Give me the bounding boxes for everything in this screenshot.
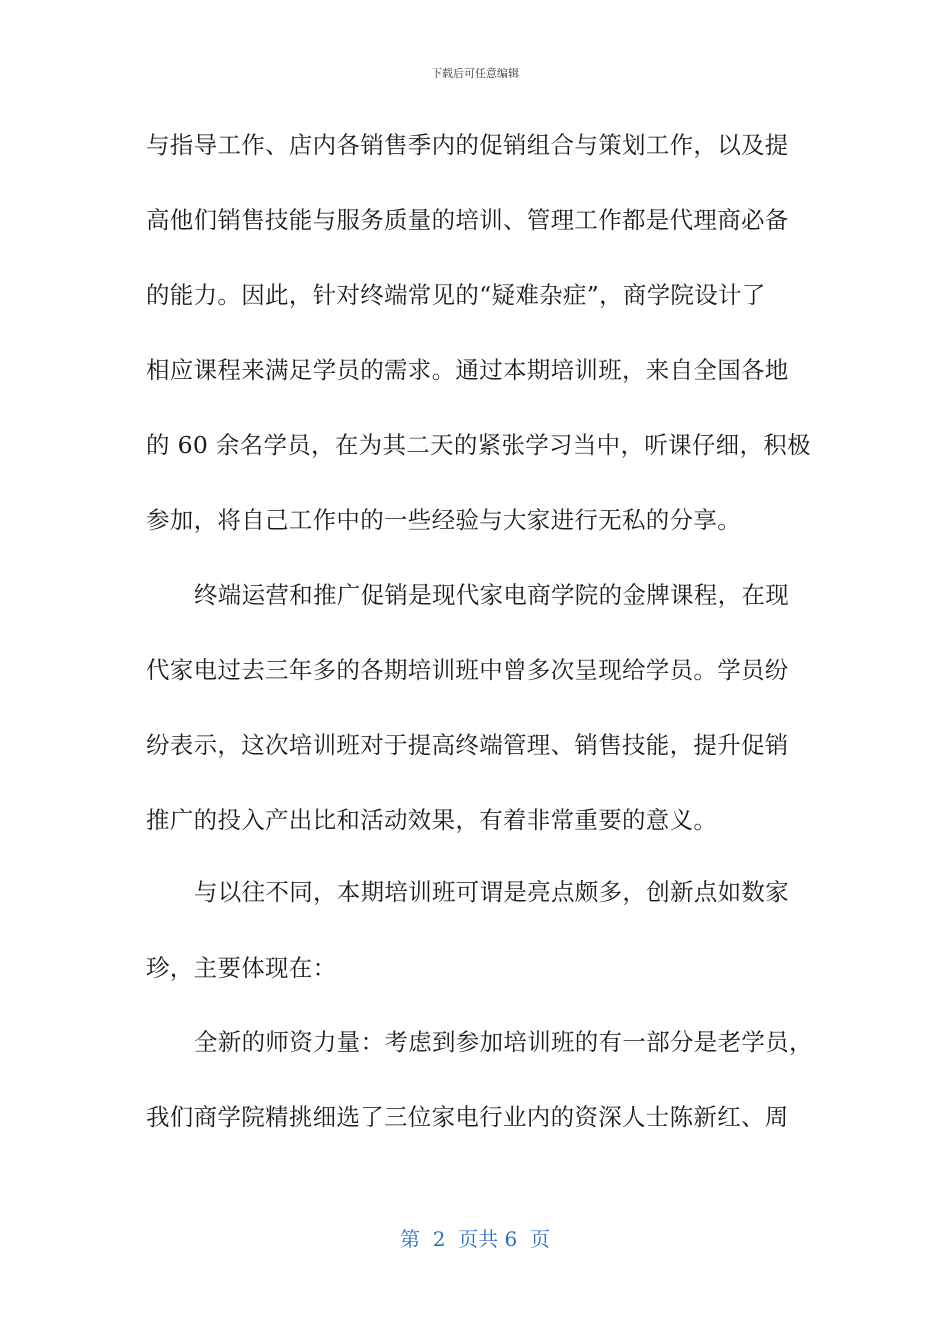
body-line-8: 代家电过去三年多的各期培训班中曾多次呈现给学员。学员纷 <box>146 656 789 684</box>
body-line-13: 全新的师资力量：考虑到参加培训班的有一部分是老学员， <box>194 1028 813 1056</box>
page-number: 第 2 页共 6 页 <box>400 1227 550 1251</box>
body-line-11: 与以往不同，本期培训班可谓是亮点颇多，创新点如数家 <box>194 878 789 906</box>
body-line-10: 推广的投入产出比和活动效果，有着非常重要的意义。 <box>146 806 718 834</box>
body-line-7: 终端运营和推广促销是现代家电商学院的金牌课程，在现 <box>194 581 789 609</box>
body-line-5: 的 60 余名学员，在为其二天的紧张学习当中，听课仔细，积极 <box>146 431 811 459</box>
body-line-3: 的能力。因此，针对终端常见的“疑难杂症”，商学院设计了 <box>146 281 766 309</box>
body-line-1: 与指导工作、店内各销售季内的促销组合与策划工作，以及提 <box>146 131 789 159</box>
body-line-6: 参加，将自己工作中的一些经验与大家进行无私的分享。 <box>146 506 741 534</box>
body-line-4: 相应课程来满足学员的需求。通过本期培训班，来自全国各地 <box>146 356 789 384</box>
body-line-12: 珍，主要体现在： <box>146 954 337 982</box>
body-line-14: 我们商学院精挑细选了三位家电行业内的资深人士陈新红、周 <box>146 1103 789 1131</box>
page-header: 下载后可任意编辑 <box>431 67 519 80</box>
body-line-2: 高他们销售技能与服务质量的培训、管理工作都是代理商必备 <box>146 206 789 234</box>
body-line-9: 纷表示，这次培训班对于提高终端管理、销售技能，提升促销 <box>146 731 789 759</box>
